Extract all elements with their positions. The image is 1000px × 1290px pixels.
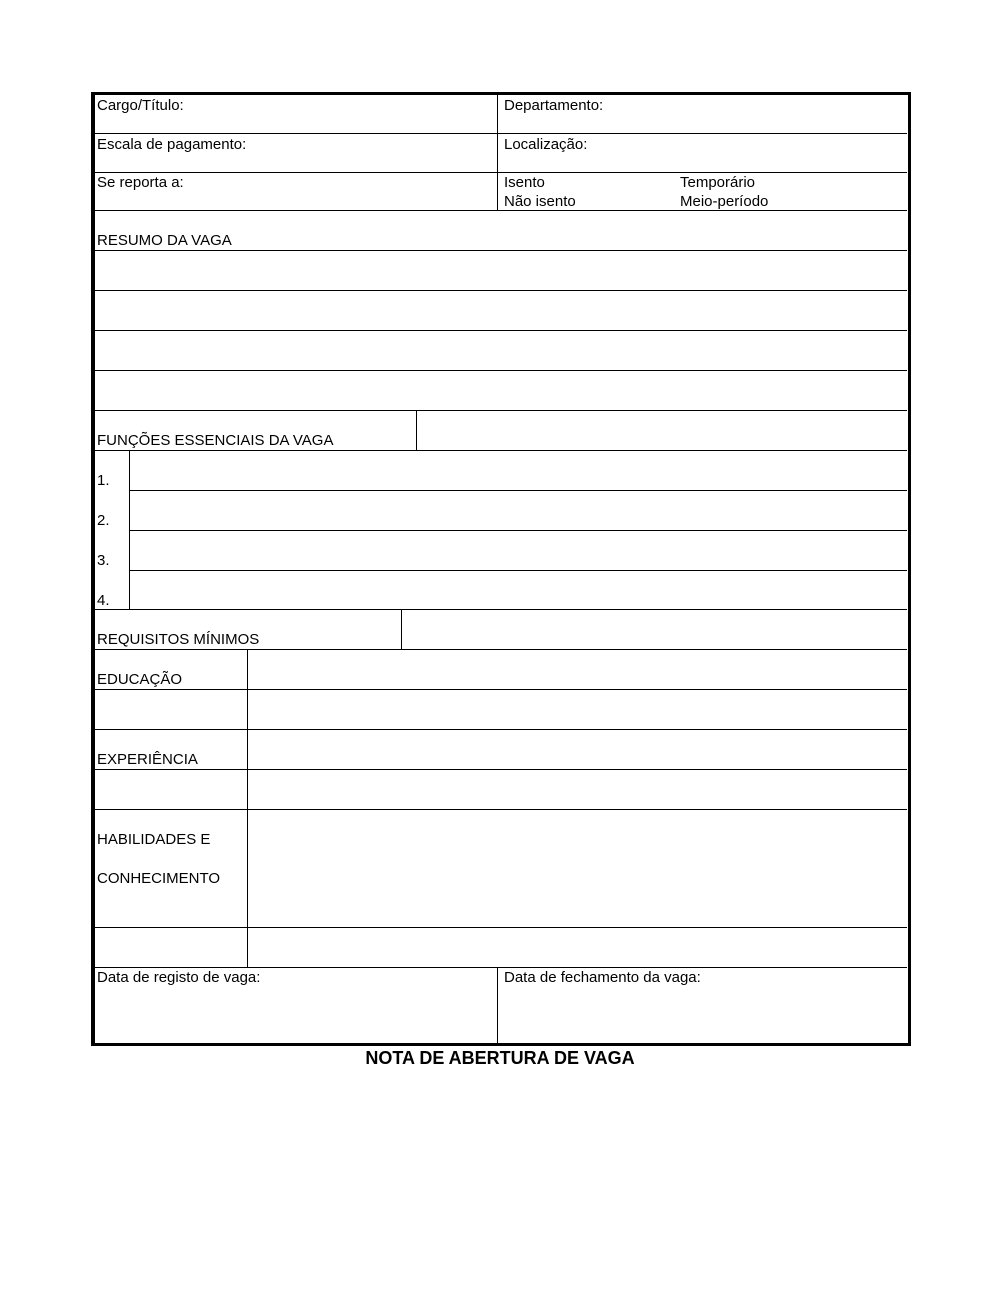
habilidades-label: HABILIDADES E (97, 831, 211, 848)
row-divider (129, 570, 907, 571)
row-divider (93, 927, 907, 928)
departamento-label: Departamento: (504, 97, 604, 114)
conhecimento-label: CONHECIMENTO (97, 870, 221, 887)
row-divider (93, 809, 907, 810)
funcao-number: 1. (97, 472, 110, 489)
row-divider (93, 729, 907, 730)
column-divider (416, 410, 417, 450)
cargo-label: Cargo/Título: (97, 97, 184, 114)
row-divider (93, 370, 907, 371)
row-divider (93, 133, 907, 134)
data-fechamento-label: Data de fechamento da vaga: (504, 969, 701, 986)
row-divider (93, 967, 907, 968)
row-divider (93, 450, 907, 451)
form-title: NOTA DE ABERTURA DE VAGA (365, 1048, 635, 1068)
row-divider (93, 689, 907, 690)
funcao-number: 2. (97, 512, 110, 529)
row-divider (93, 609, 907, 610)
row-divider (129, 490, 907, 491)
row-divider (93, 210, 907, 211)
temporario-option[interactable]: Temporário (680, 174, 756, 191)
localizacao-label: Localização: (504, 136, 588, 153)
funcao-number: 4. (97, 592, 110, 609)
experiencia-label: EXPERIÊNCIA (97, 751, 198, 768)
row-divider (93, 330, 907, 331)
row-divider (93, 172, 907, 173)
resumo-heading: RESUMO DA VAGA (97, 232, 232, 249)
nao-isento-option[interactable]: Não isento (504, 193, 576, 210)
meio-periodo-option[interactable]: Meio-período (680, 193, 769, 210)
row-divider (93, 769, 907, 770)
column-divider (129, 450, 130, 609)
funcao-number: 3. (97, 552, 110, 569)
row-divider (93, 290, 907, 291)
row-divider (93, 410, 907, 411)
requisitos-heading: REQUISITOS MÍNIMOS (97, 631, 260, 648)
column-divider (497, 967, 498, 1043)
row-divider (129, 530, 907, 531)
column-divider (497, 93, 498, 210)
row-divider (93, 250, 907, 251)
escala-label: Escala de pagamento: (97, 136, 247, 153)
data-registo-label: Data de registo de vaga: (97, 969, 261, 986)
row-divider (93, 649, 907, 650)
isento-option[interactable]: Isento (504, 174, 545, 191)
reporta-label: Se reporta a: (97, 174, 184, 191)
column-divider (247, 649, 248, 967)
column-divider (401, 609, 402, 649)
funcoes-heading: FUNÇÕES ESSENCIAIS DA VAGA (97, 432, 334, 449)
educacao-label: EDUCAÇÃO (97, 671, 183, 688)
